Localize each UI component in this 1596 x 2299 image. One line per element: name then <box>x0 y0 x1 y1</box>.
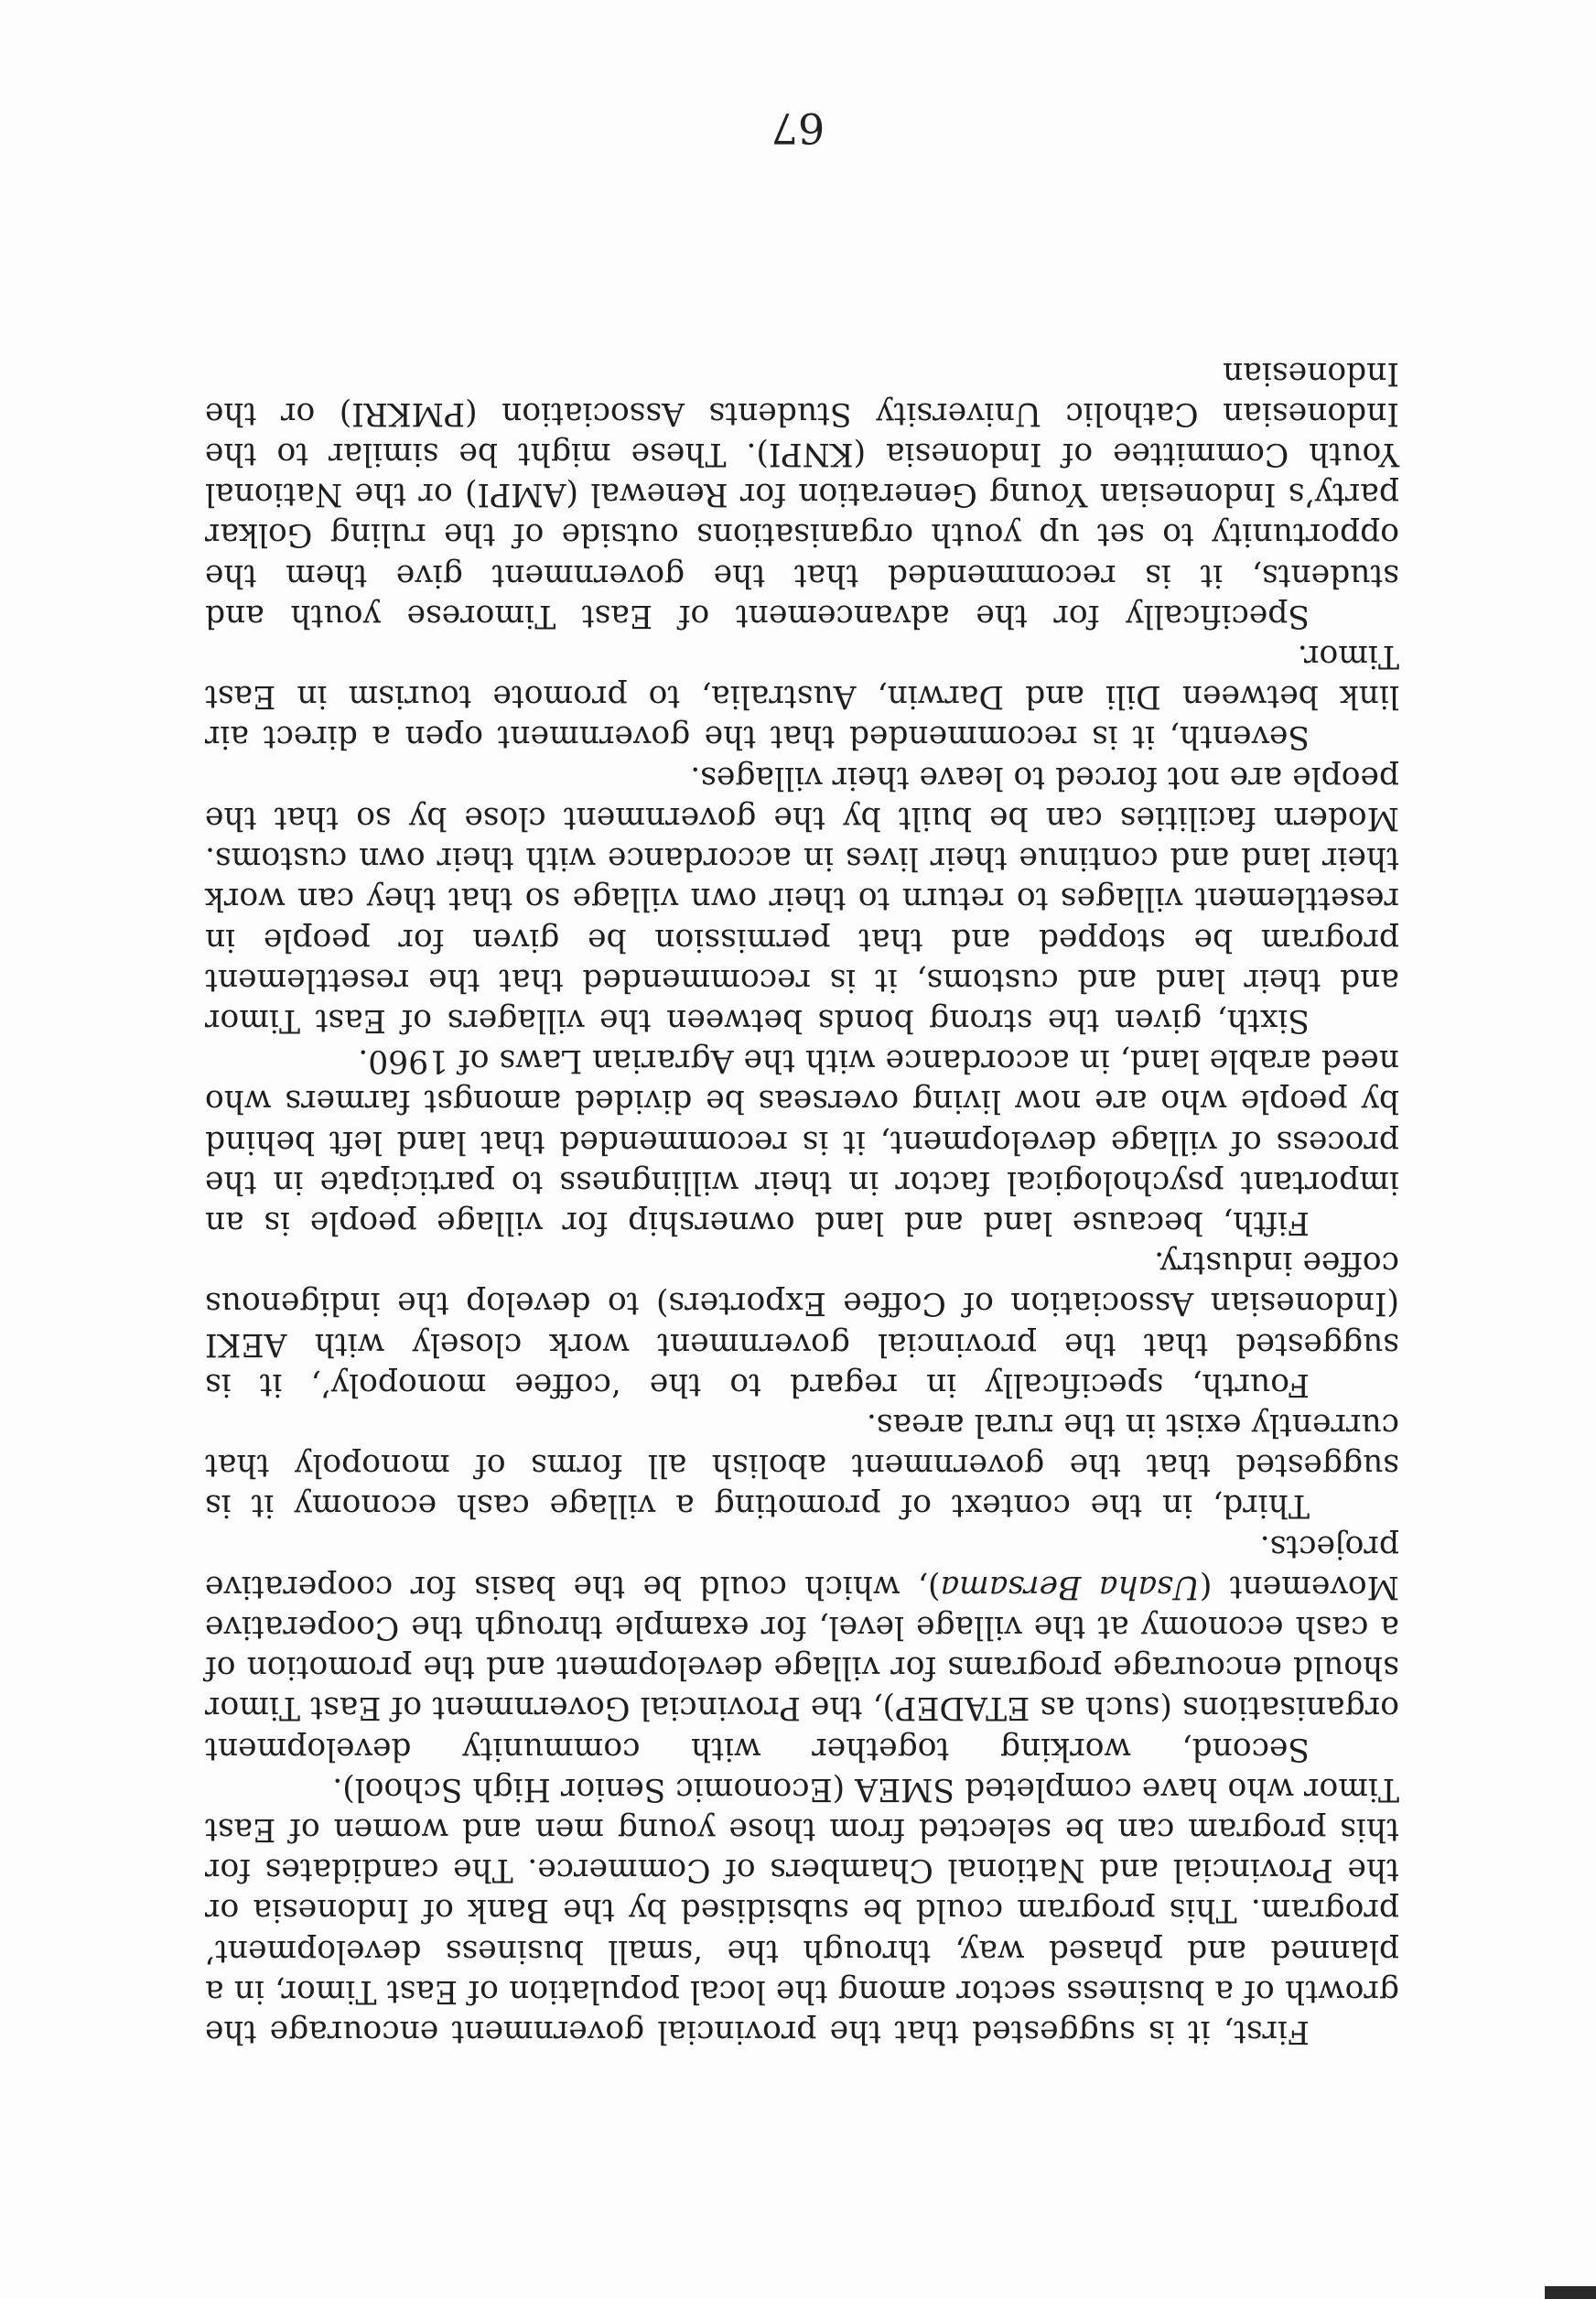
body-text <box>205 352 1399 2052</box>
paragraph-first: First, it is suggested that the provincial government encourage the growth of a business sector among the local population of East Timor, in a planned and phased way, through the ‘small business development’ program. This program could be subsidised by the Bank of Indonesia or the Provincial and National Chambers of Commerce. The candidates for this program can be selected from those young men and women of East Timor who have completed SMEA (Economic Senior High School). <box>205 1770 1399 2050</box>
paragraph-second-italic-term: Usaha Bersama <box>940 1568 1200 1605</box>
paragraph-second-after: ), which could be the basis for cooperative projects. <box>204 1527 1399 1605</box>
page-number: 67 <box>771 103 825 153</box>
paragraph-seventh: Seventh, it is recommended that the government open a direct air link between Dili and Darwin, Australia, to promote tourism in East Timor. <box>205 638 1399 756</box>
paragraph-second <box>205 1526 1399 1768</box>
paragraph-fourth: Fourth, specifically in regard to the ‘coffee monopoly’, it is suggested that the provincial government work closely with AEKI (Indonesian Association of Coffee Exporters) to develop the indigenous coffee industry. <box>205 1245 1399 1403</box>
paragraph-third: Third, in the context of promoting a village cash economy it is suggested that the government abolish all forms of monopoly that currently exist in the rural areas. <box>205 1406 1399 1525</box>
paragraph-youth: Specifically for the advancement of East Timorese youth and students, it is recommended that the government give them the opportunity to set up youth organisations outside of the ruling Golkar party’s Indonesian Young Generation for Renewal (AMPI) or the National Youth Committee of Indonesia (KNPI). These might be similar to the Indonesian Catholic University Students Association (PMKRI) or the Indonesian <box>205 354 1399 634</box>
paragraph-fifth: Fifth, because land and land ownership for village people is an important psychological factor in their willingness to participate in the process of village development, it is recommended that land left behind by people who are now living overseas be divided amongst farmers who need arable land, in accordance with the Agrarian Laws of 1960. <box>205 1042 1399 1241</box>
scan-edge-mark <box>1545 2286 1596 2299</box>
paragraph-sixth: Sixth, given the strong bonds between the villagers of East Timor and their land and customs, it is recommended that the resettlement program be stopped and that permission be given for people in resettlement villages to return to their own village so that they can work their land and continue their lives in accordance with their own customs. Modern facilities can be built by the government close by so that the people are not forced to leave their villages. <box>205 759 1399 1039</box>
paragraph-second-before: Second, working together with community development organisations (such as ETADEP), the Provincial Government of East Timor should encourage programs for village development and the promotion of a cash economy at the village level, for example through the Cooperative Movement ( <box>205 1568 1399 1767</box>
